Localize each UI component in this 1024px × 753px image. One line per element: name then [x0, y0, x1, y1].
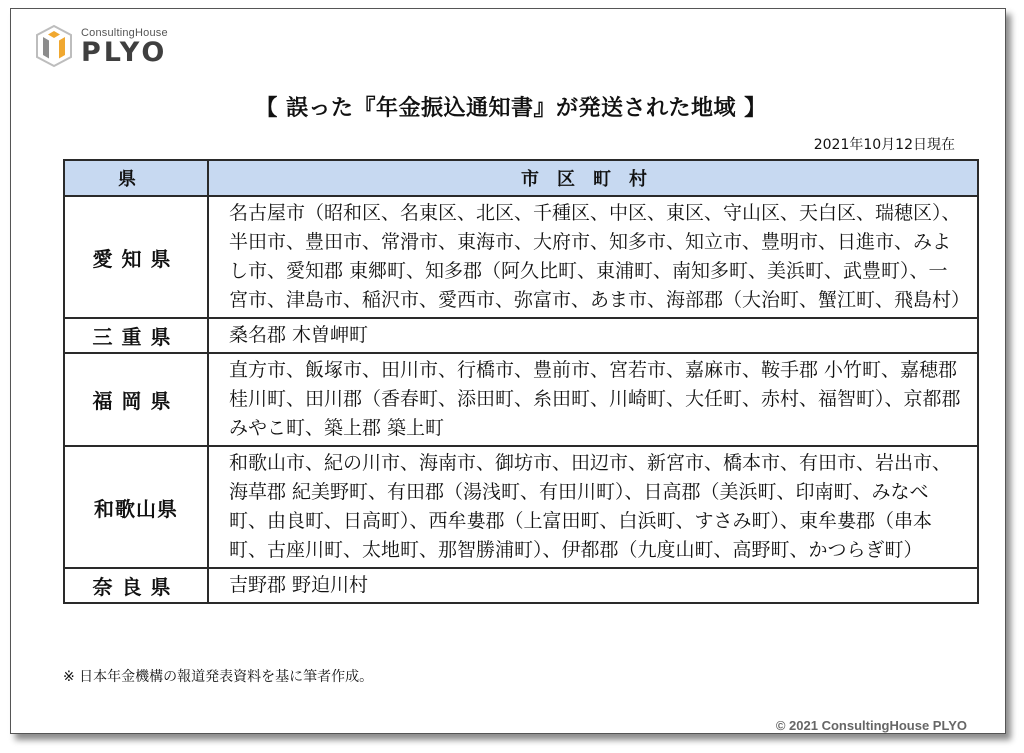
prefecture-cell: 三重県 — [64, 318, 208, 353]
prefecture-cell: 奈良県 — [64, 568, 208, 603]
header-municipalities: 市区町村 — [208, 160, 978, 196]
municipalities-cell: 吉野郡 野迫川村 — [208, 568, 978, 603]
municipalities-cell: 和歌山市、紀の川市、海南市、御坊市、田辺市、新宮市、橋本市、有田市、岩出市、海草郡 紀美野町、有田郡（湯浅町、有田川町）、日高郡（美浜町、印南町、みなべ町、由良町、日高町）、西牟婁郡（上富田町、白浜町、すさみ町）、東牟婁郡（串本町、古座川町、太地町、那智勝浦町）、伊都郡（九度山町、高野町、かつらぎ町） — [208, 446, 978, 568]
table-row — [64, 196, 978, 318]
copyright-text: © 2021 ConsultingHouse PLYO — [775, 718, 967, 733]
as-of-date: 2021年10月12日現在 — [813, 137, 955, 153]
document-frame — [10, 8, 1006, 734]
table-row — [64, 318, 978, 353]
region-table — [63, 159, 979, 604]
header-prefecture: 県 — [64, 160, 208, 196]
municipalities-cell: 直方市、飯塚市、田川市、行橋市、豊前市、宮若市、嘉麻市、鞍手郡 小竹町、嘉穂郡 桂川町、田川郡（香春町、添田町、糸田町、川崎町、大任町、赤村、福智町）、京都郡 みやこ町、築上郡 築上町 — [208, 353, 978, 446]
prefecture-cell: 福岡県 — [64, 353, 208, 446]
source-note: ※ 日本年金機構の報道発表資料を基に筆者作成。 — [63, 669, 374, 685]
municipalities-cell: 桑名郡 木曽岬町 — [208, 318, 978, 353]
table-row — [64, 568, 978, 603]
table-header-row — [64, 160, 978, 196]
table-row — [64, 446, 978, 568]
hexagon-logo-icon — [33, 23, 75, 69]
logo-brand-text: PLYO — [81, 37, 168, 68]
logo-small-text: ConsultingHouse — [81, 27, 168, 39]
brand-logo — [33, 23, 168, 69]
prefecture-cell: 和歌山県 — [64, 446, 208, 568]
prefecture-cell: 愛知県 — [64, 196, 208, 318]
municipalities-cell: 名古屋市（昭和区、名東区、北区、千種区、中区、東区、守山区、天白区、瑞穂区）、半田市、豊田市、常滑市、東海市、大府市、知多市、知立市、豊明市、日進市、みよし市、愛知郡 東郷町、知多郡（阿久比町、東浦町、南知多町、美浜町、武豊町）、一宮市、津島市、稲沢市、愛西市、弥富市、あま市、海部郡（大治町、蟹江町、飛島村） — [208, 196, 978, 318]
table-row — [64, 353, 978, 446]
document-title: 【 誤った『年金振込通知書』が発送された地域 】 — [255, 96, 767, 121]
